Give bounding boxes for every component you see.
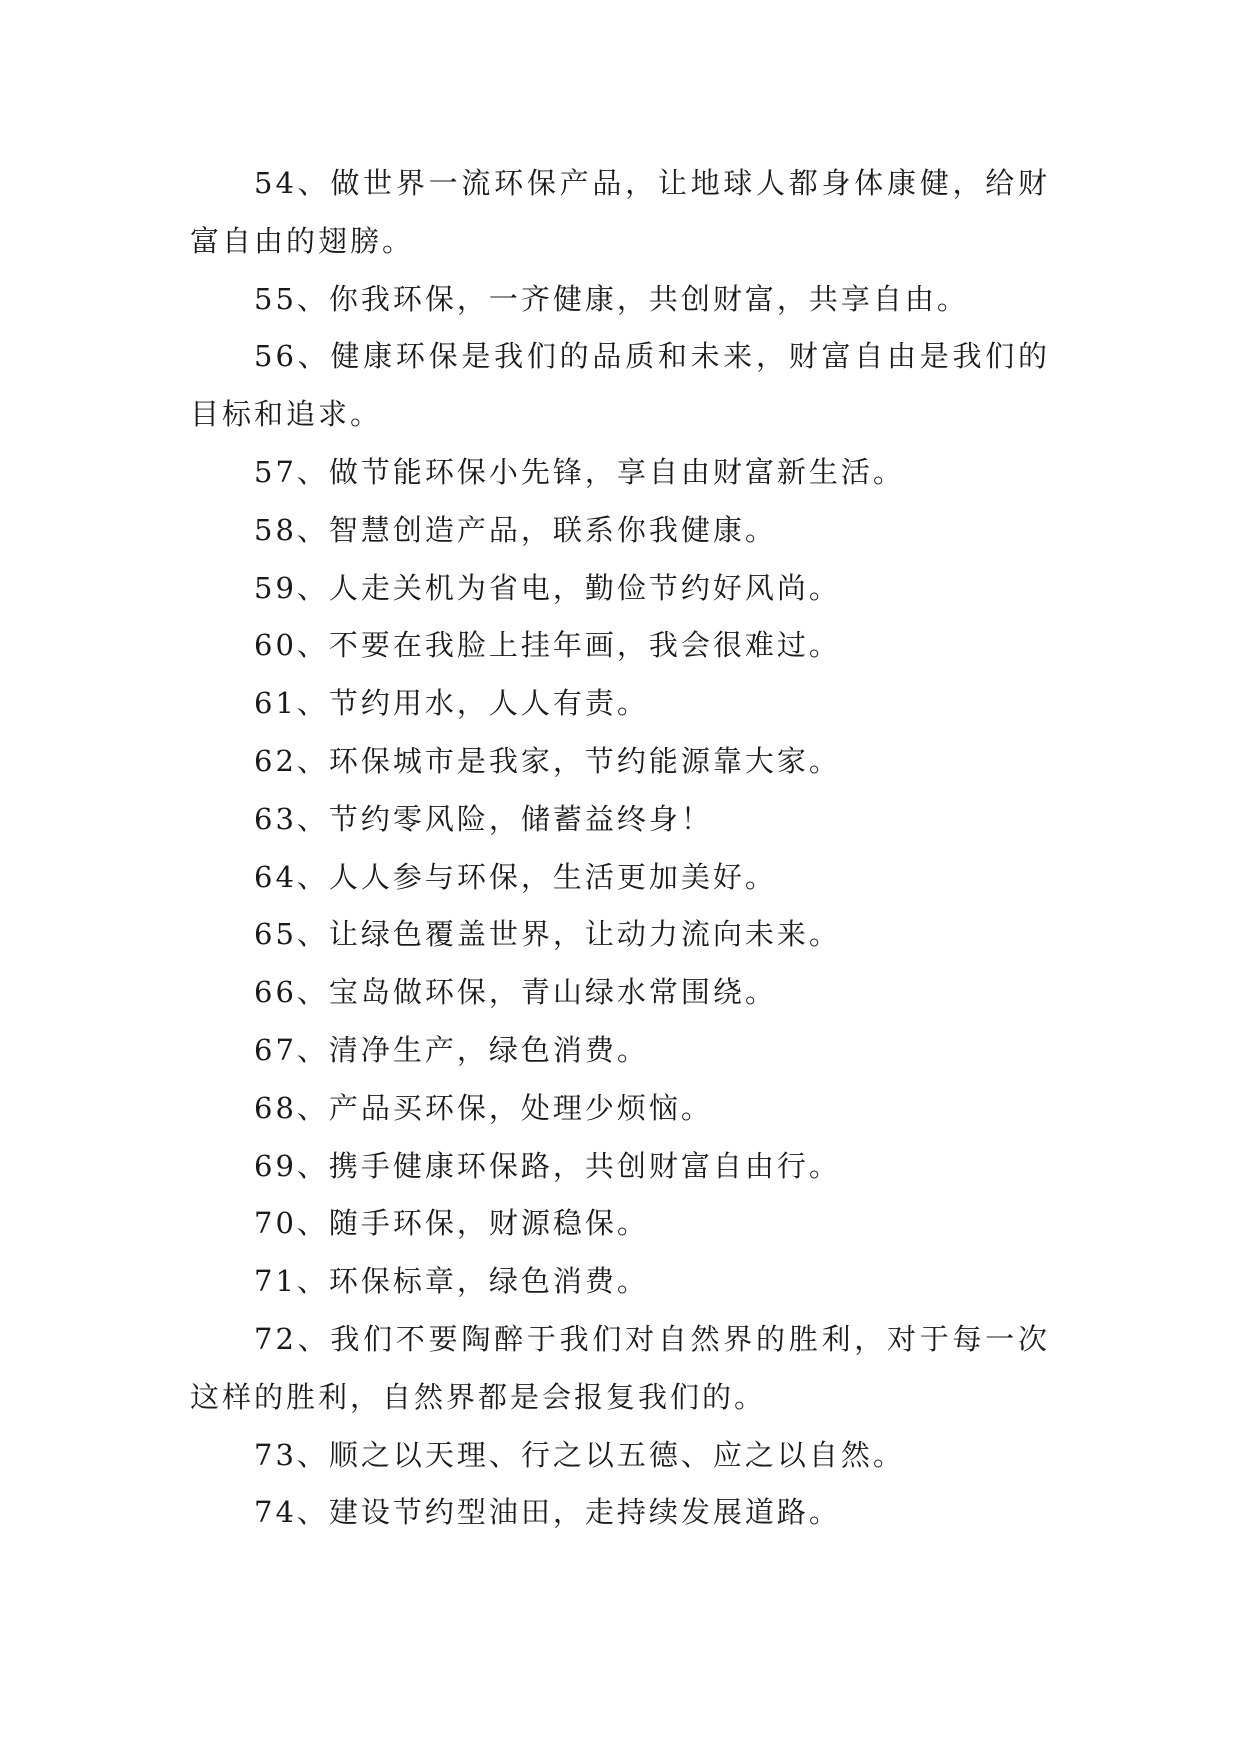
paragraph-54: 54、做世界一流环保产品，让地球人都身体康健，给财富自由的翅膀。: [190, 166, 1050, 258]
paragraph-58: 58、智慧创造产品，联系你我健康。: [254, 512, 777, 547]
paragraph-73: 73、顺之以天理、行之以五德、应之以自然。: [254, 1437, 905, 1472]
paragraph-60: 60、不要在我脸上挂年画，我会很难过。: [254, 628, 841, 663]
paragraph-68: 68、产品买环保，处理少烦恼。: [254, 1090, 713, 1125]
paragraph-65: 65、让绿色覆盖世界，让动力流向未来。: [254, 917, 841, 952]
paragraph-71: 71、环保标章，绿色消费。: [254, 1264, 649, 1299]
paragraph-70: 70、随手环保，财源稳保。: [254, 1206, 649, 1241]
slogan-list: [190, 155, 1050, 1542]
paragraph-63: 63、节约零风险，储蓄益终身！: [254, 801, 713, 836]
paragraph-59: 59、人走关机为省电，勤俭节约好风尚。: [254, 570, 841, 605]
paragraph-72: 72、我们不要陶醉于我们对自然界的胜利，对于每一次这样的胜利，自然界都是会报复我们的。: [190, 1321, 1050, 1414]
paragraph-55: 55、你我环保，一齐健康，共创财富，共享自由。: [254, 281, 969, 316]
paragraph-64: 64、人人参与环保，生活更加美好。: [254, 859, 777, 894]
paragraph-61: 61、节约用水，人人有责。: [254, 686, 649, 721]
paragraph-62: 62、环保城市是我家，节约能源靠大家。: [254, 743, 841, 778]
paragraph-66: 66、宝岛做环保，青山绿水常围绕。: [254, 975, 777, 1010]
paragraph-57: 57、做节能环保小先锋，享自由财富新生活。: [254, 454, 905, 489]
paragraph-67: 67、清净生产，绿色消费。: [254, 1032, 649, 1067]
paragraph-74: 74、建设节约型油田，走持续发展道路。: [254, 1495, 841, 1530]
paragraph-56: 56、健康环保是我们的品质和未来，财富自由是我们的目标和追求。: [190, 339, 1050, 432]
paragraph-69: 69、携手健康环保路，共创财富自由行。: [254, 1148, 841, 1183]
